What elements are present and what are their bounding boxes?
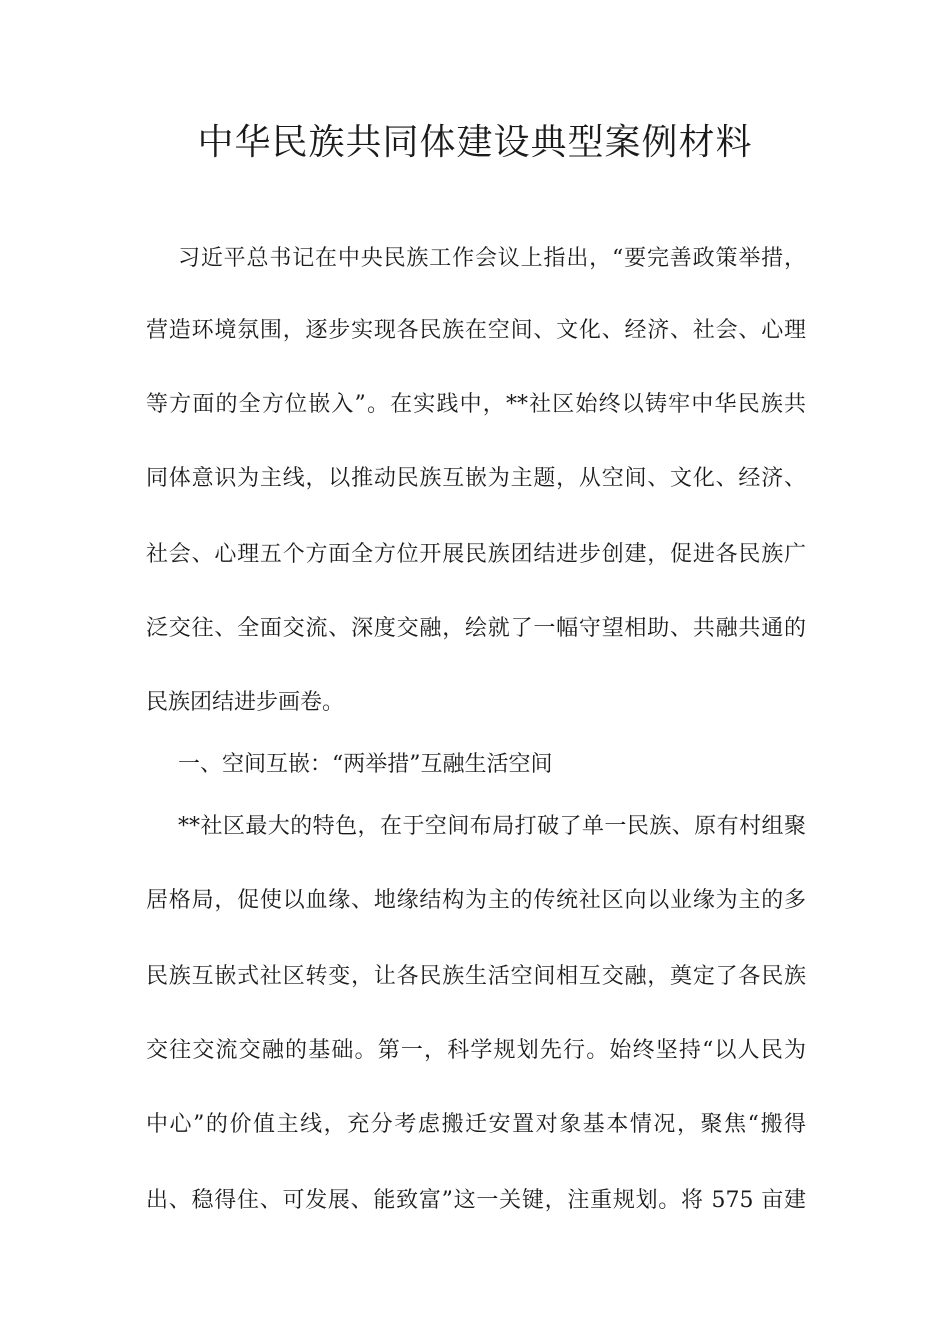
paragraph-line: 出、稳得住、可发展、能致富”这一关键，注重规划。将 575 亩建 (146, 1188, 806, 1213)
paragraph-line: 社会、心理五个方面全方位开展民族团结进步创建，促进各民族广 (146, 542, 806, 567)
paragraph-line: 等方面的全方位嵌入”。在实践中，**社区始终以铸牢中华民族共 (146, 392, 806, 417)
section-heading: 一、空间互嵌：“两举措”互融生活空间 (178, 752, 553, 777)
paragraph-line: 民族团结进步画卷。 (146, 690, 345, 715)
paragraph-line: 习近平总书记在中央民族工作会议上指出，“要完善政策举措， (178, 246, 806, 271)
paragraph-line: 交往交流交融的基础。第一，科学规划先行。始终坚持“以人民为 (146, 1038, 806, 1063)
paragraph-line: 营造环境氛围，逐步实现各民族在空间、文化、经济、社会、心理 (146, 318, 806, 343)
paragraph-line: 同体意识为主线，以推动民族互嵌为主题，从空间、文化、经济、 (146, 466, 806, 491)
paragraph-line: 民族互嵌式社区转变，让各民族生活空间相互交融，奠定了各民族 (146, 964, 806, 989)
paragraph-line: 中心”的价值主线，充分考虑搬迁安置对象基本情况，聚焦“搬得 (146, 1112, 806, 1137)
paragraph-line: 泛交往、全面交流、深度交融，绘就了一幅守望相助、共融共通的 (146, 616, 806, 641)
paragraph-line: 居格局，促使以血缘、地缘结构为主的传统社区向以业缘为主的多 (146, 888, 806, 913)
document-title: 中华民族共同体建设典型案例材料 (197, 122, 753, 163)
paragraph-line: **社区最大的特色，在于空间布局打破了单一民族、原有村组聚 (178, 814, 806, 839)
